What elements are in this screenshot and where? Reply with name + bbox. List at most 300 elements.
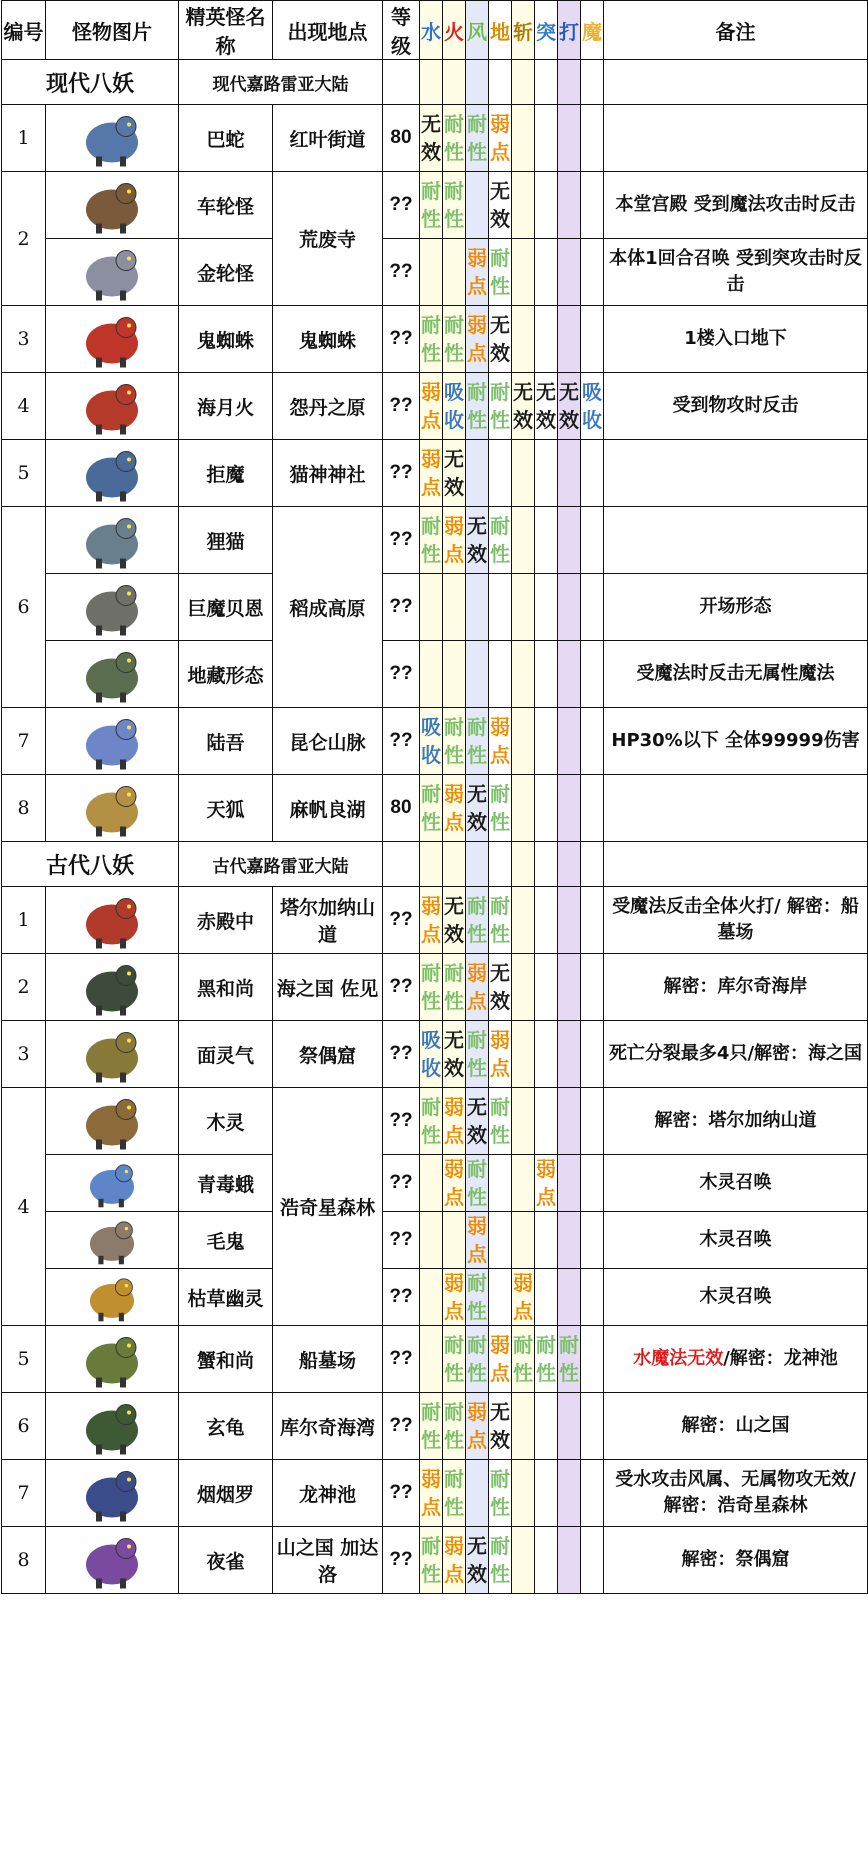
monster-row xyxy=(2,641,868,708)
monster-image xyxy=(46,105,179,172)
monster-image xyxy=(46,1212,179,1269)
monster-note xyxy=(604,775,868,842)
monster-level: ?? xyxy=(383,1269,420,1326)
affinity-earth xyxy=(489,1460,512,1527)
monster-level: ?? xyxy=(383,1088,420,1155)
affinity-char: 性 xyxy=(444,1495,464,1519)
affinity-magic xyxy=(581,1212,604,1269)
affinity-wind xyxy=(466,1527,489,1594)
affinity-char: 效 xyxy=(421,140,441,164)
header-magic: 魔 xyxy=(581,1,604,60)
affinity-char: 点 xyxy=(444,1299,464,1323)
affinity-char: 弱 xyxy=(444,514,464,538)
monster-row xyxy=(2,172,868,239)
affinity-water xyxy=(420,887,443,954)
affinity-thrust xyxy=(535,1269,558,1326)
section-row xyxy=(2,60,868,105)
monster-note xyxy=(604,1021,868,1088)
affinity-char: 性 xyxy=(421,542,441,566)
monster-number: 1 xyxy=(2,105,46,172)
affinity-wind xyxy=(466,172,489,239)
affinity-earth xyxy=(489,954,512,1021)
monster-note xyxy=(604,1269,868,1326)
affinity-strike xyxy=(558,373,581,440)
affinity-char: 点 xyxy=(467,1428,487,1452)
monster-name: 狸猫 xyxy=(179,507,273,574)
note-text: 开场形态 xyxy=(699,596,772,617)
mask-spirit-monster-icon xyxy=(52,1024,172,1085)
affinity-earth xyxy=(489,239,512,306)
affinity-char: 弱 xyxy=(421,380,441,404)
affinity-char: 无 xyxy=(444,1028,464,1052)
monster-number: 5 xyxy=(2,440,46,507)
monster-note xyxy=(604,507,868,574)
monster-location: 麻帆良湖 xyxy=(273,775,383,842)
monster-row xyxy=(2,1155,868,1212)
affinity-char: 效 xyxy=(490,989,510,1013)
affinity-char: 点 xyxy=(467,1242,487,1266)
affinity-char: 效 xyxy=(559,408,579,432)
affinity-water xyxy=(420,172,443,239)
monster-location: 浩奇星森林 xyxy=(273,1088,383,1326)
monster-level: ?? xyxy=(383,1212,420,1269)
monster-level: ?? xyxy=(383,440,420,507)
affinity-char: 性 xyxy=(513,1361,533,1385)
section-subtitle: 现代嘉路雷亚大陆 xyxy=(179,60,383,105)
monster-level: ?? xyxy=(383,1460,420,1527)
affinity-fire xyxy=(443,1088,466,1155)
empty-cell xyxy=(604,60,868,105)
affinity-char: 性 xyxy=(467,922,487,946)
monster-level: 80 xyxy=(383,775,420,842)
affinity-magic xyxy=(581,1269,604,1326)
affinity-char: 点 xyxy=(421,922,441,946)
affinity-water xyxy=(420,440,443,507)
header-strike: 打 xyxy=(558,1,581,60)
note-warning: 水魔法无效 xyxy=(633,1348,724,1369)
affinity-water xyxy=(420,1088,443,1155)
monster-note xyxy=(604,887,868,954)
affinity-char: 耐 xyxy=(444,1467,464,1491)
affinity-slash xyxy=(512,1021,535,1088)
affinity-fire xyxy=(443,306,466,373)
affinity-char: 耐 xyxy=(513,1333,533,1357)
affinity-char: 点 xyxy=(467,341,487,365)
monster-image xyxy=(46,954,179,1021)
affinity-thrust xyxy=(535,172,558,239)
affinity-water xyxy=(420,105,443,172)
note-text: 死亡分裂最多4只/解密：海之国 xyxy=(608,1043,863,1064)
affinity-char: 性 xyxy=(536,1361,556,1385)
affinity-magic xyxy=(581,574,604,641)
note-text: 本体1回合召唤 受到突攻击时反击 xyxy=(609,248,862,295)
monster-image xyxy=(46,440,179,507)
monster-level: ?? xyxy=(383,373,420,440)
affinity-earth xyxy=(489,641,512,708)
affinity-magic xyxy=(581,1088,604,1155)
affinity-thrust xyxy=(535,1155,558,1212)
affinity-strike xyxy=(558,574,581,641)
monster-level: ?? xyxy=(383,507,420,574)
affinity-wind xyxy=(466,708,489,775)
affinity-water xyxy=(420,574,443,641)
affinity-char: 耐 xyxy=(467,112,487,136)
affinity-thrust xyxy=(535,1527,558,1594)
affinity-magic xyxy=(581,641,604,708)
affinity-char: 效 xyxy=(490,207,510,231)
affinity-magic xyxy=(581,708,604,775)
monster-name: 拒魔 xyxy=(179,440,273,507)
monster-number: 6 xyxy=(2,1393,46,1460)
affinity-char: 耐 xyxy=(421,179,441,203)
winged-beast-monster-icon xyxy=(52,711,172,772)
monster-row xyxy=(2,1460,868,1527)
affinity-wind xyxy=(466,1212,489,1269)
affinity-strike xyxy=(558,1212,581,1269)
monster-name: 天狐 xyxy=(179,775,273,842)
troll-monster-icon xyxy=(52,577,172,638)
empty-cell xyxy=(466,842,489,887)
affinity-strike xyxy=(558,239,581,306)
monster-name: 海月火 xyxy=(179,373,273,440)
affinity-earth xyxy=(489,1269,512,1326)
affinity-strike xyxy=(558,887,581,954)
affinity-water xyxy=(420,1155,443,1212)
affinity-earth xyxy=(489,708,512,775)
affinity-thrust xyxy=(535,1088,558,1155)
affinity-char: 耐 xyxy=(421,782,441,806)
monster-image xyxy=(46,1460,179,1527)
affinity-fire xyxy=(443,1527,466,1594)
affinity-char: 性 xyxy=(444,743,464,767)
affinity-slash xyxy=(512,574,535,641)
affinity-earth xyxy=(489,1155,512,1212)
header-water: 水 xyxy=(420,1,443,60)
monster-image xyxy=(46,373,179,440)
monster-location: 山之国 加达洛 xyxy=(273,1527,383,1594)
affinity-char: 性 xyxy=(559,1361,579,1385)
monster-image xyxy=(46,775,179,842)
monster-table xyxy=(1,0,868,1594)
affinity-wind xyxy=(466,775,489,842)
affinity-magic xyxy=(581,105,604,172)
affinity-slash xyxy=(512,1212,535,1269)
affinity-strike xyxy=(558,641,581,708)
affinity-thrust xyxy=(535,239,558,306)
monster-level: ?? xyxy=(383,1393,420,1460)
affinity-char: 弱 xyxy=(490,715,510,739)
monster-image xyxy=(46,306,179,373)
affinity-slash xyxy=(512,1155,535,1212)
affinity-strike xyxy=(558,1527,581,1594)
affinity-thrust xyxy=(535,105,558,172)
affinity-char: 弱 xyxy=(421,447,441,471)
affinity-char: 点 xyxy=(536,1185,556,1209)
empty-cell xyxy=(489,842,512,887)
affinity-char: 性 xyxy=(421,1562,441,1586)
affinity-char: 吸 xyxy=(421,715,441,739)
affinity-earth xyxy=(489,1326,512,1393)
monster-row xyxy=(2,1269,868,1326)
affinity-char: 点 xyxy=(513,1299,533,1323)
monster-location: 库尔奇海湾 xyxy=(273,1393,383,1460)
monster-name: 毛鬼 xyxy=(179,1212,273,1269)
affinity-char: 耐 xyxy=(490,246,510,270)
header-wind: 风 xyxy=(466,1,489,60)
note-text: HP30%以下 全体99999伤害 xyxy=(611,730,860,751)
monster-number: 4 xyxy=(2,373,46,440)
affinity-earth xyxy=(489,507,512,574)
affinity-char: 弱 xyxy=(467,313,487,337)
affinity-char: 耐 xyxy=(490,1467,510,1491)
monster-level: ?? xyxy=(383,887,420,954)
affinity-char: 点 xyxy=(444,542,464,566)
affinity-char: 效 xyxy=(490,341,510,365)
affinity-magic xyxy=(581,1527,604,1594)
affinity-wind xyxy=(466,507,489,574)
header-thrust: 突 xyxy=(535,1,558,60)
affinity-char: 点 xyxy=(467,989,487,1013)
beast-pack-monster-icon xyxy=(52,443,172,504)
monster-note xyxy=(604,306,868,373)
section-title: 古代八妖 xyxy=(2,842,179,887)
monster-name: 鬼蜘蛛 xyxy=(179,306,273,373)
affinity-magic xyxy=(581,239,604,306)
jizo-statue-monster-icon xyxy=(52,644,172,705)
affinity-char: 效 xyxy=(444,1056,464,1080)
monster-location: 龙神池 xyxy=(273,1460,383,1527)
affinity-char: 性 xyxy=(490,1123,510,1147)
monster-name: 巴蛇 xyxy=(179,105,273,172)
affinity-wind xyxy=(466,954,489,1021)
monster-row xyxy=(2,440,868,507)
monster-note xyxy=(604,440,868,507)
affinity-thrust xyxy=(535,1326,558,1393)
monster-row xyxy=(2,1393,868,1460)
header-earth: 地 xyxy=(489,1,512,60)
affinity-slash xyxy=(512,239,535,306)
monster-note xyxy=(604,641,868,708)
empty-cell xyxy=(581,60,604,105)
monster-name: 巨魔贝恩 xyxy=(179,574,273,641)
monster-level: ?? xyxy=(383,1527,420,1594)
affinity-strike xyxy=(558,775,581,842)
monster-image xyxy=(46,1269,179,1326)
affinity-char: 无 xyxy=(490,313,510,337)
header-name: 精英怪名称 xyxy=(179,1,273,60)
affinity-char: 性 xyxy=(421,810,441,834)
affinity-char: 性 xyxy=(421,989,441,1013)
affinity-char: 耐 xyxy=(444,179,464,203)
monster-row xyxy=(2,954,868,1021)
note-text: 解密：山之国 xyxy=(681,1415,790,1436)
affinity-earth xyxy=(489,105,512,172)
header-location: 出现地点 xyxy=(273,1,383,60)
affinity-slash xyxy=(512,1460,535,1527)
affinity-char: 点 xyxy=(490,1056,510,1080)
affinity-char: 吸 xyxy=(421,1028,441,1052)
affinity-thrust xyxy=(535,373,558,440)
affinity-water xyxy=(420,306,443,373)
affinity-fire xyxy=(443,775,466,842)
monster-name: 夜雀 xyxy=(179,1527,273,1594)
affinity-magic xyxy=(581,1155,604,1212)
affinity-strike xyxy=(558,1021,581,1088)
affinity-char: 无 xyxy=(490,1400,510,1424)
affinity-char: 耐 xyxy=(467,1157,487,1181)
header-row xyxy=(2,1,868,60)
empty-cell xyxy=(558,842,581,887)
monster-name: 玄龟 xyxy=(179,1393,273,1460)
affinity-magic xyxy=(581,172,604,239)
affinity-char: 性 xyxy=(467,1361,487,1385)
affinity-thrust xyxy=(535,1393,558,1460)
affinity-char: 耐 xyxy=(467,1028,487,1052)
monster-row xyxy=(2,105,868,172)
affinity-char: 点 xyxy=(490,140,510,164)
fox-monster-icon xyxy=(52,778,172,839)
affinity-water xyxy=(420,708,443,775)
affinity-water xyxy=(420,1212,443,1269)
affinity-slash xyxy=(512,1088,535,1155)
affinity-strike xyxy=(558,1269,581,1326)
affinity-char: 弱 xyxy=(490,1028,510,1052)
affinity-strike xyxy=(558,172,581,239)
affinity-char: 效 xyxy=(490,1428,510,1452)
affinity-magic xyxy=(581,1393,604,1460)
monster-image xyxy=(46,1527,179,1594)
affinity-fire xyxy=(443,239,466,306)
affinity-water xyxy=(420,507,443,574)
affinity-earth xyxy=(489,440,512,507)
monster-location: 稻成高原 xyxy=(273,507,383,708)
affinity-char: 性 xyxy=(421,207,441,231)
monster-name: 蟹和尚 xyxy=(179,1326,273,1393)
monster-number: 4 xyxy=(2,1088,46,1326)
affinity-fire xyxy=(443,887,466,954)
monster-name: 木灵 xyxy=(179,1088,273,1155)
affinity-slash xyxy=(512,641,535,708)
affinity-char: 点 xyxy=(421,408,441,432)
wheel-monster-icon xyxy=(52,175,172,236)
affinity-fire xyxy=(443,641,466,708)
affinity-wind xyxy=(466,574,489,641)
note-text: 受到物攻时反击 xyxy=(672,395,799,416)
affinity-char: 吸 xyxy=(444,380,464,404)
affinity-char: 耐 xyxy=(467,715,487,739)
affinity-thrust xyxy=(535,574,558,641)
monster-location: 怨丹之原 xyxy=(273,373,383,440)
note-text: 受魔法反击全体火打/ 解密：船墓场 xyxy=(612,896,859,943)
affinity-char: 弱 xyxy=(444,782,464,806)
header-number: 编号 xyxy=(2,1,46,60)
monster-location: 荒废寺 xyxy=(273,172,383,306)
affinity-earth xyxy=(489,574,512,641)
note-text: 受魔法时反击无属性魔法 xyxy=(636,663,835,684)
affinity-char: 耐 xyxy=(536,1333,556,1357)
monster-note xyxy=(604,708,868,775)
affinity-water xyxy=(420,239,443,306)
affinity-earth xyxy=(489,1393,512,1460)
affinity-char: 耐 xyxy=(421,1095,441,1119)
empty-cell xyxy=(512,842,535,887)
tree-spirit-monster-icon xyxy=(52,1091,172,1152)
affinity-magic xyxy=(581,1326,604,1393)
affinity-strike xyxy=(558,105,581,172)
affinity-char: 弱 xyxy=(421,1467,441,1491)
monster-image xyxy=(46,887,179,954)
affinity-slash xyxy=(512,373,535,440)
affinity-earth xyxy=(489,1088,512,1155)
affinity-char: 弱 xyxy=(421,894,441,918)
affinity-char: 耐 xyxy=(444,313,464,337)
monster-location: 昆仑山脉 xyxy=(273,708,383,775)
monster-row xyxy=(2,708,868,775)
note-text: 受水攻击风属、无属物攻无效/解密：浩奇星森林 xyxy=(615,1469,856,1516)
affinity-char: 无 xyxy=(467,514,487,538)
monster-row xyxy=(2,1326,868,1393)
affinity-wind xyxy=(466,641,489,708)
monster-image xyxy=(46,239,179,306)
affinity-char: 效 xyxy=(513,408,533,432)
affinity-earth xyxy=(489,775,512,842)
empty-cell xyxy=(466,60,489,105)
affinity-slash xyxy=(512,507,535,574)
note-text: 解密：祭偶窟 xyxy=(681,1549,790,1570)
affinity-strike xyxy=(558,954,581,1021)
affinity-char: 耐 xyxy=(421,961,441,985)
affinity-char: 点 xyxy=(444,810,464,834)
affinity-char: 无 xyxy=(421,112,441,136)
monster-row xyxy=(2,507,868,574)
monster-level: ?? xyxy=(383,641,420,708)
affinity-char: 性 xyxy=(467,743,487,767)
empty-cell xyxy=(443,842,466,887)
affinity-char: 弱 xyxy=(444,1157,464,1181)
affinity-char: 点 xyxy=(444,1123,464,1147)
affinity-strike xyxy=(558,708,581,775)
affinity-char: 无 xyxy=(490,961,510,985)
serpent-monster-icon xyxy=(52,108,172,169)
affinity-slash xyxy=(512,708,535,775)
affinity-char: 点 xyxy=(444,1562,464,1586)
header-slash: 斩 xyxy=(512,1,535,60)
affinity-water xyxy=(420,1269,443,1326)
affinity-char: 效 xyxy=(467,542,487,566)
affinity-thrust xyxy=(535,1021,558,1088)
monster-image xyxy=(46,641,179,708)
affinity-char: 性 xyxy=(444,341,464,365)
affinity-earth xyxy=(489,373,512,440)
affinity-wind xyxy=(466,1326,489,1393)
affinity-earth xyxy=(489,1021,512,1088)
monster-row xyxy=(2,775,868,842)
affinity-char: 耐 xyxy=(490,514,510,538)
dry-grass-ghost-monster-icon xyxy=(52,1272,172,1323)
affinity-slash xyxy=(512,1326,535,1393)
monster-name: 赤殿中 xyxy=(179,887,273,954)
affinity-strike xyxy=(558,1155,581,1212)
affinity-char: 性 xyxy=(490,542,510,566)
affinity-wind xyxy=(466,1393,489,1460)
empty-cell xyxy=(443,60,466,105)
empty-cell xyxy=(383,842,420,887)
affinity-fire xyxy=(443,1155,466,1212)
monster-note xyxy=(604,172,868,239)
affinity-char: 性 xyxy=(490,408,510,432)
affinity-char: 性 xyxy=(444,207,464,231)
affinity-char: 效 xyxy=(467,1562,487,1586)
